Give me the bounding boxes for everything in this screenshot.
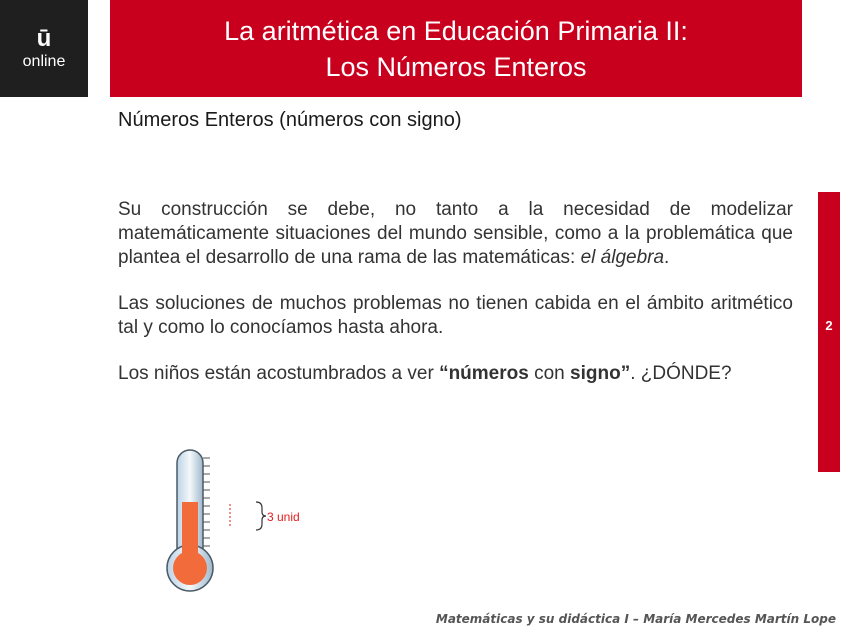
measure-brace (256, 502, 266, 530)
slide-title-line2: Los Números Enteros (325, 51, 587, 82)
paragraph-2: Las soluciones de muchos problemas no tienen cabida en el ámbito aritmético tal y como lo conocíamos hasta ahora. (118, 293, 793, 338)
slide-footer: Matemáticas y su didáctica I – María Mercedes Martín Lope (435, 612, 836, 626)
paragraph-3 (118, 362, 793, 386)
side-bar (818, 192, 840, 472)
thermometer-mercury-bulb (173, 551, 207, 585)
paragraph-3-b: “números (439, 363, 529, 384)
paragraph-1-text: Su construcción se debe, no tanto a la necesidad de modelizar matemáticamente situaciones del mundo sensible, como a la problemática que plantea el desarrollo de una rama de las matemáticas: (118, 199, 793, 268)
title-bar (110, 0, 802, 97)
slide-title-line1: La aritmética en Educación Primaria II: (224, 15, 688, 46)
paragraph-3-d: signo” (570, 363, 631, 384)
thermometer-scale (203, 458, 210, 546)
slide-subtitle: Números Enteros (números con signo) (118, 109, 462, 131)
slide-body (118, 198, 793, 408)
paragraph-1-emphasis: el álgebra (580, 247, 665, 268)
paragraph-3-a: Los niños están acostumbrados a ver (118, 363, 440, 384)
paragraph-3-c: con (528, 363, 571, 384)
logo-mark: ū (36, 24, 52, 52)
measure-label: 3 unid (267, 510, 300, 524)
page-number: 2 (825, 318, 833, 333)
thermometer-illustration (160, 446, 310, 596)
paragraph-1-end: . (664, 247, 670, 268)
paragraph-1 (118, 198, 793, 270)
logo-word: online (22, 52, 66, 70)
logo (0, 0, 88, 97)
paragraph-3-e: . ¿DÓNDE? (630, 363, 732, 384)
